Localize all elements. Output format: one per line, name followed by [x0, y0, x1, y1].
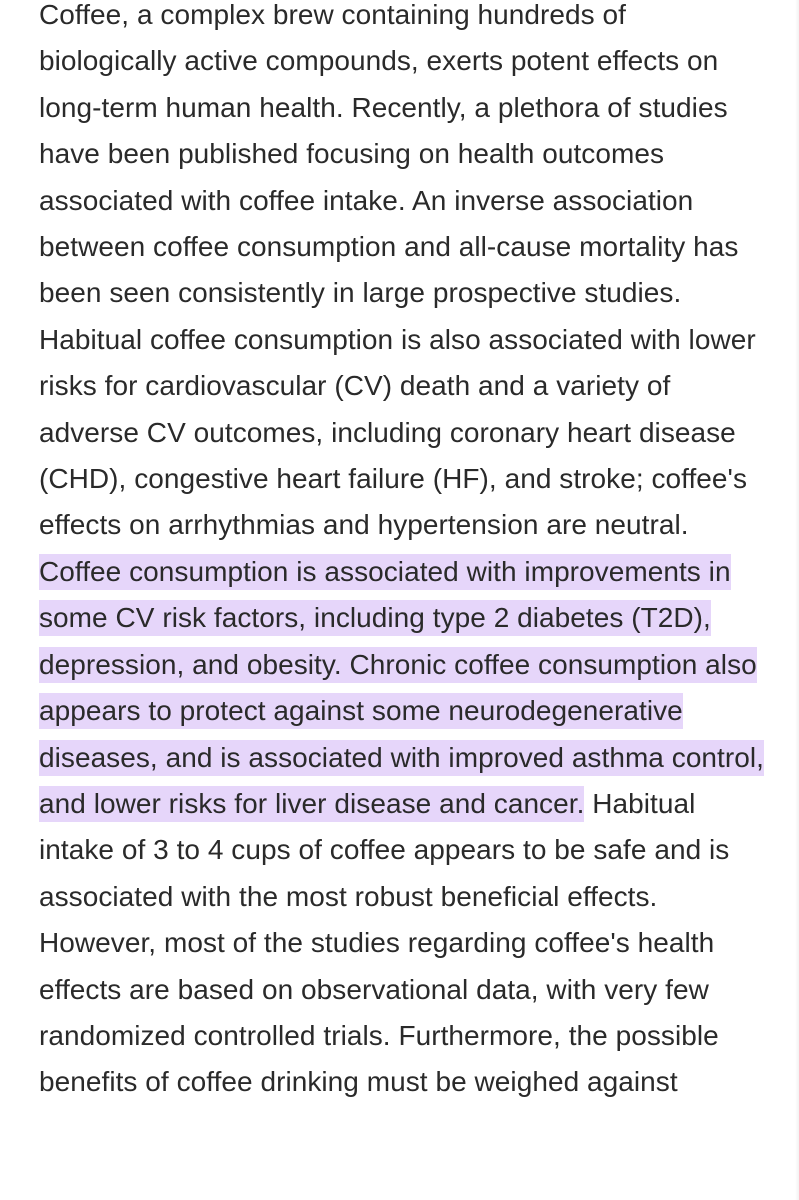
paragraph-text-lead: Coffee, a complex brew containing hundreds of biologically active compounds, exerts potent effects on long-term human health. Recently, a plethora of studies have been published focusing on health outcomes associated with coffee intake. An inverse association between coffee consumption and all-cause mortality has been seen consistently in large prospective studies. Habitual coffee consumption is also associated with lower risks for cardiovascular (CV) death and a variety of adverse CV outcomes, including coronary heart disease (CHD), congestive heart failure (HF), and stroke; coffee's effects on arrhythmias and hypertension are neutral. [39, 0, 756, 541]
highlighted-passage[interactable]: Coffee consumption is associated with improvements in some CV risk factors, including type 2 diabetes (T2D), depression, and obesity. Chronic coffee consumption also appears to protect against some neurodegenerative diseases, and is associated with improved asthma control, and lower risks for liver disease and cancer. [39, 554, 764, 822]
article-paragraph [39, 0, 769, 1106]
page-edge-shadow [795, 0, 799, 1200]
paragraph-text-tail: Habitual intake of 3 to 4 cups of coffee appears to be safe and is associated with the most robust beneficial effects. However, most of the studies regarding coffee's health effects are based on observational data, with very few randomized controlled trials. Furthermore, the possible benefits of coffee drinking must be weighed against [39, 787, 730, 1098]
